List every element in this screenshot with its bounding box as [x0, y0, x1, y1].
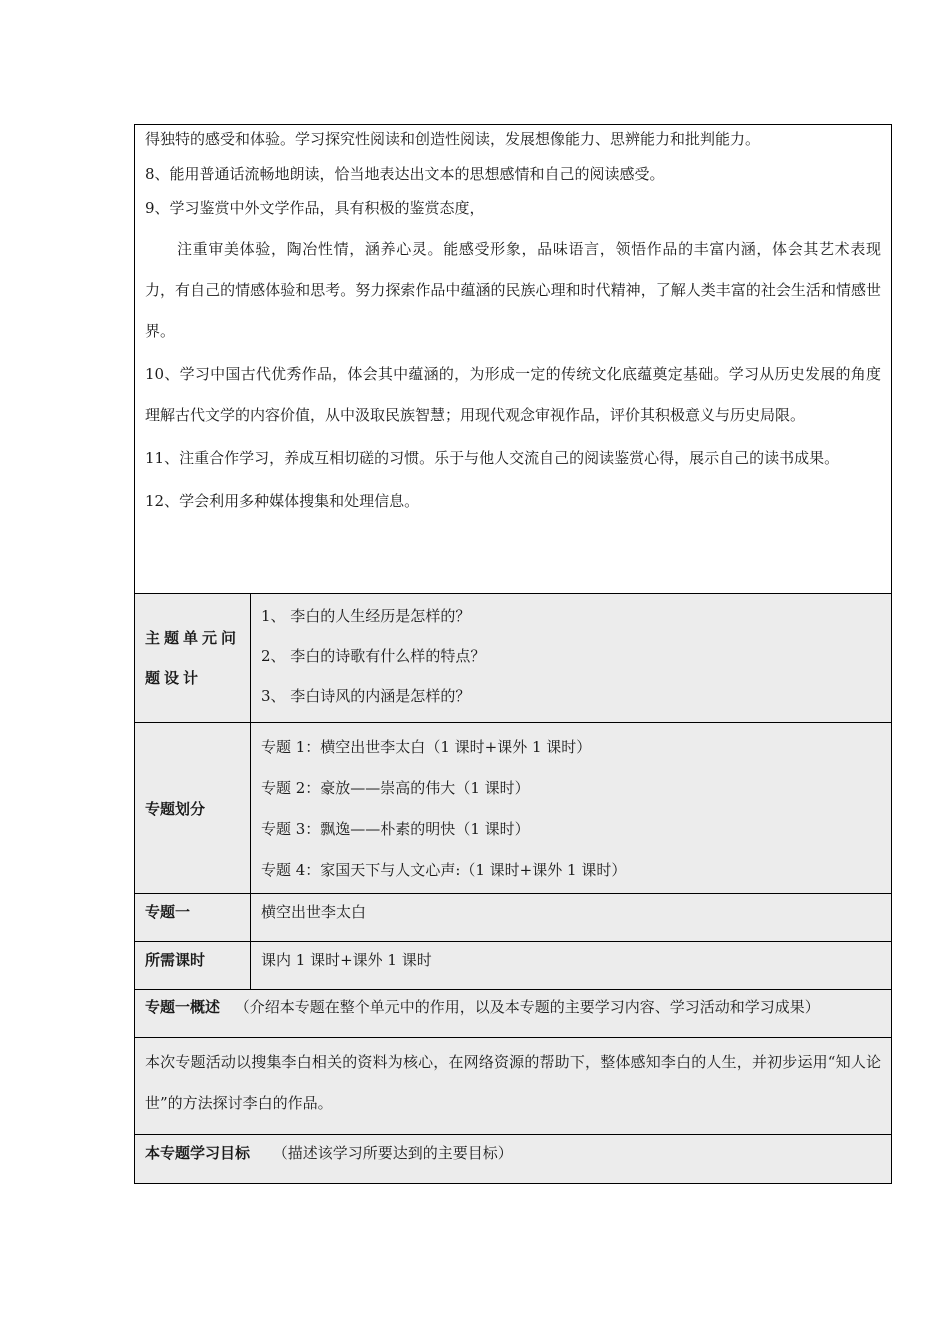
overview-text-row: [135, 1038, 892, 1135]
standards-row: [135, 125, 892, 594]
topic-one-value: 横空出世李太白: [261, 903, 367, 921]
overview-label: 专题一概述: [145, 998, 221, 1016]
standards-paragraph-6: 11、注重合作学习，养成互相切磋的习惯。乐于与他人交流自己的阅读鉴赏心得，展示自己的读书成果。: [145, 449, 840, 467]
topic-item: 专题 2：豪放——崇高的伟大（1 课时）: [261, 779, 530, 797]
goals-header-row: [135, 1135, 892, 1184]
overview-note: （介绍本专题在整个单元中的作用，以及本专题的主要学习内容、学习活动和学习成果）: [234, 998, 820, 1016]
question-item: 3、 李白诗风的内涵是怎样的？: [261, 687, 471, 705]
topics-row: [135, 723, 892, 894]
standards-paragraph-1: 得独特的感受和体验。学习探究性阅读和创造性阅读，发展想像能力、思辨能力和批判能力。: [145, 130, 761, 148]
standards-paragraph-5: 10、学习中国古代优秀作品，体会其中蕴涵的，为形成一定的传统文化底蕴奠定基础。学习从历史发展的角度理解古代文学的内容价值，从中汲取民族智慧；用现代观念审视作品，评价其积极意义与历史局限。: [145, 365, 882, 424]
hours-value: 课内 1 课时+课外 1 课时: [261, 951, 432, 969]
topic-item: 专题 3：飘逸——朴素的明快（1 课时）: [261, 820, 530, 838]
standards-paragraph-3: 9、学习鉴赏中外文学作品，具有积极的鉴赏态度，: [145, 199, 485, 217]
standards-paragraph-2: 8、能用普通话流畅地朗读，恰当地表达出文本的思想感情和自己的阅读感受。: [145, 165, 665, 183]
overview-text: 本次专题活动以搜集李白相关的资料为核心，在网络资源的帮助下，整体感知李白的人生，并初步运用“知人论世”的方法探讨李白的作品。: [145, 1053, 882, 1112]
topic-item: 专题 4：家国天下与人文心声:（1 课时+课外 1 课时）: [261, 861, 627, 879]
topic-one-label: 专题一: [145, 903, 191, 921]
questions-row: [135, 594, 892, 723]
topics-label: 专题划分: [145, 799, 206, 818]
goals-note: （描述该学习所要达到的主要目标）: [272, 1144, 513, 1162]
question-item: 1、 李白的人生经历是怎样的？: [261, 607, 471, 625]
questions-label: 主题单元问题设计: [145, 629, 241, 687]
question-item: 2、 李白的诗歌有什么样的特点？: [261, 647, 486, 665]
standards-paragraph-7: 12、学会利用多种媒体搜集和处理信息。: [145, 492, 420, 510]
curriculum-table: [134, 124, 892, 1184]
hours-label: 所需课时: [145, 951, 206, 969]
goals-label: 本专题学习目标: [145, 1144, 251, 1162]
overview-header-row: [135, 990, 892, 1038]
standards-paragraph-4: 注重审美体验，陶冶性情，涵养心灵。能感受形象，品味语言，领悟作品的丰富内涵，体会其艺术表现力，有自己的情感体验和思考。努力探索作品中蕴涵的民族心理和时代精神，了解人类丰富的社会生活和情感世界。: [145, 240, 882, 340]
topic-item: 专题 1：横空出世李太白（1 课时+课外 1 课时）: [261, 738, 592, 756]
hours-row: [135, 942, 892, 990]
topic-one-row: [135, 894, 892, 942]
